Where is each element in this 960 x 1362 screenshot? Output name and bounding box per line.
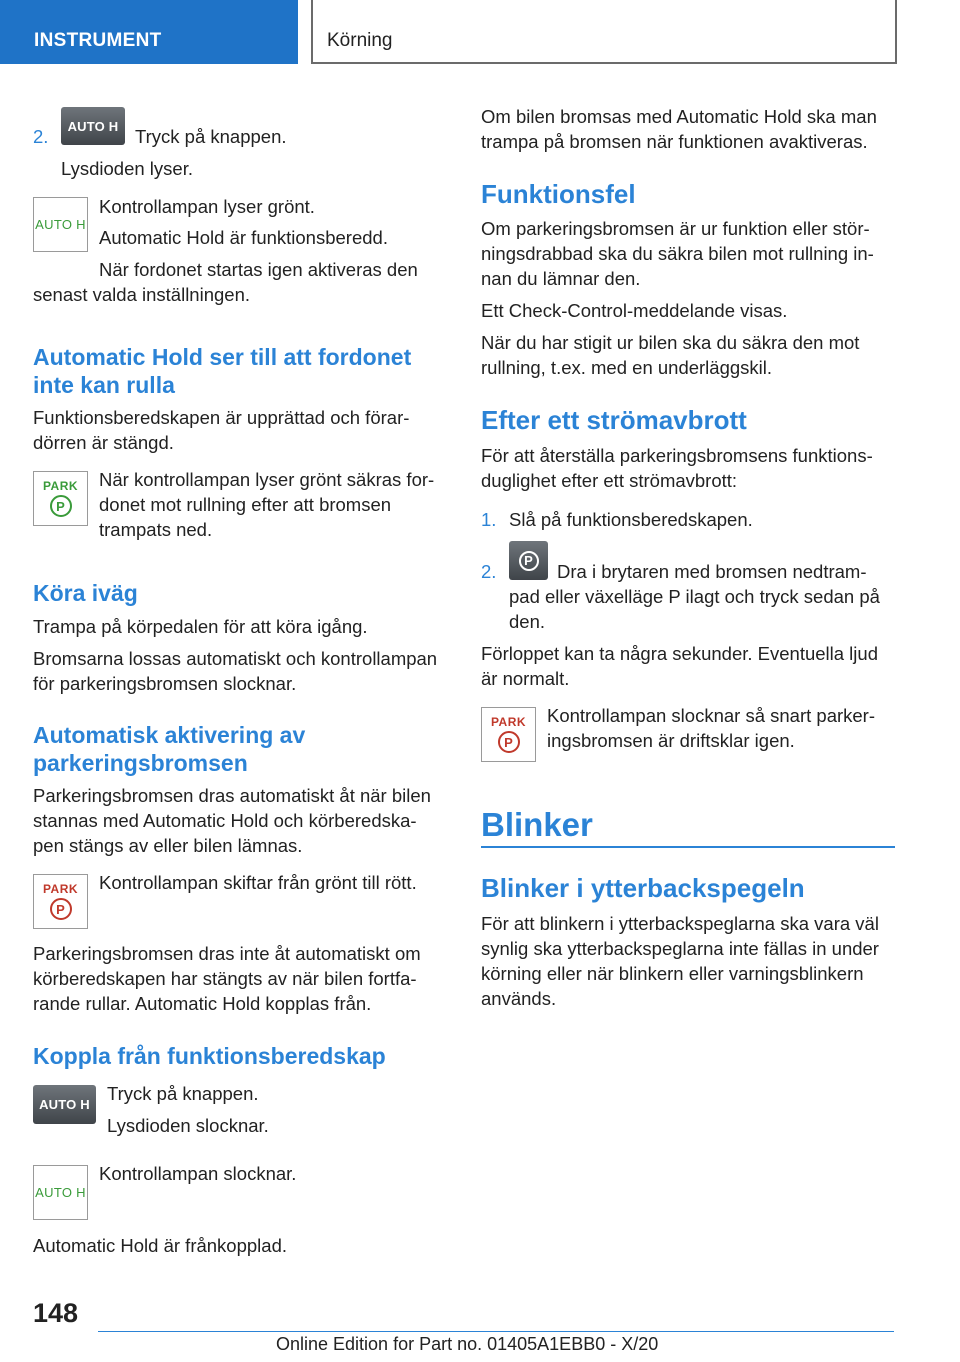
park-indicator-red-icon <box>481 707 536 762</box>
park-indicator-red-icon <box>33 874 88 929</box>
park-green-text-1: När kontrollampan lyser grönt säkras for- <box>99 469 435 490</box>
heading-switch-off: Koppla från funktionsberedskap <box>33 1043 386 1069</box>
step2-text-1: Dra i brytaren med bromsen nedtram- <box>557 561 867 582</box>
mirror-text-1: För att blinkern i ytterbackspeglarna ska vara väl <box>481 913 879 934</box>
led-off-text: Lysdioden slocknar. <box>107 1115 269 1136</box>
fault-text-3: nan du lämnar den. <box>481 268 641 289</box>
after-text-1: Förloppet kan ta några sekunder. Eventuella ljud <box>481 643 878 664</box>
page-number: 148 <box>33 1298 79 1328</box>
heading-rollaway-1: Automatic Hold ser till att fordonet <box>33 344 412 370</box>
park-p-circle <box>498 731 520 753</box>
brake-text-1: Om bilen bromsas med Automatic Hold ska man <box>481 106 877 127</box>
header-chapter-label: Körning <box>327 30 393 51</box>
auto-hold-indicator-text: AUTO H <box>35 217 86 232</box>
drive-text-2: Bromsarna lossas automatiskt och kontrollampan <box>33 648 438 669</box>
park-green-text-3: trampats ned. <box>99 519 213 540</box>
header-section-tab <box>0 0 298 64</box>
auto-hold-icon-text: AUTO H <box>39 1097 90 1112</box>
parking-brake-p-circle <box>519 551 539 571</box>
fault-text-1: Om parkeringsbromsen är ur funktion eller stör- <box>481 218 870 239</box>
park-p-symbol: P <box>56 901 65 917</box>
heading-fault: Funktionsfel <box>481 179 636 209</box>
step1-text: Slå på funktionsberedskapen. <box>509 509 753 530</box>
footer-edition-text: Online Edition for Part no. 01405A1EBB0 - X/20 <box>276 1334 659 1354</box>
step2-text-2: pad eller växelläge P ilagt och tryck sedan på <box>509 586 880 607</box>
auto-text-1: Parkeringsbromsen dras automatiskt åt när bilen <box>33 785 431 806</box>
mirror-text-4: används. <box>481 988 557 1009</box>
fault-text-6: rullning, t.ex. med en underläggskil. <box>481 357 773 378</box>
disabled-text: Automatic Hold är frånkopplad. <box>33 1235 287 1256</box>
fault-text-2: ningsdrabbad ska du säkra bilen mot rullning in- <box>481 243 874 264</box>
auto-hold-indicator-text: AUTO H <box>35 1185 86 1200</box>
auto-hold-icon-text: AUTO H <box>67 118 119 134</box>
heading-power-failure: Efter ett strömavbrott <box>481 405 747 435</box>
park-green-text-2: donet mot rullning efter att bromsen <box>99 494 392 515</box>
auto-hold-indicator-green-icon <box>33 197 88 252</box>
heading-drive: Köra iväg <box>33 580 138 606</box>
heading-mirror-blinker: Blinker i ytterbackspegeln <box>481 873 805 903</box>
step-number: 2. <box>33 126 49 147</box>
park-off-text-2: ingsbromsen är driftsklar igen. <box>547 730 795 751</box>
ready-text: Automatic Hold är funktionsberedd. <box>99 227 388 248</box>
after-text-2: är normalt. <box>481 668 570 689</box>
notauto-text-3: rande rullar. Automatic Hold kopplas från. <box>33 993 372 1014</box>
heading-blinker: Blinker <box>481 806 593 843</box>
park-p-symbol: P <box>504 734 513 750</box>
power-text-2: duglighet efter ett strömavbrott: <box>481 470 738 491</box>
heading-auto-activation-2: parkeringsbromsen <box>33 750 248 776</box>
header-section-label: INSTRUMENT <box>34 30 162 51</box>
parking-brake-switch-icon <box>509 541 548 580</box>
step2-text-3: den. <box>509 611 546 632</box>
footer-divider <box>98 1331 894 1332</box>
fault-text-5: När du har stigit ur bilen ska du säkra den mot <box>481 332 860 353</box>
park-indicator-label: PARK <box>42 479 79 493</box>
park-p-circle <box>50 898 72 920</box>
led-on-text: Lysdioden lyser. <box>61 158 193 179</box>
auto-hold-button-icon <box>61 107 125 145</box>
park-p-symbol: P <box>56 498 65 514</box>
parking-brake-p-symbol: P <box>524 553 533 568</box>
lamp-green-text: Kontrollampan lyser grönt. <box>99 196 315 217</box>
section-divider <box>481 846 895 848</box>
heading-rollaway-2: inte kan rulla <box>33 372 175 398</box>
park-red-text: Kontrollampan skiftar från grönt till rött. <box>99 872 417 893</box>
step-number: 2. <box>481 561 497 582</box>
park-indicator-label: PARK <box>42 882 79 896</box>
power-text-1: För att återställa parkeringsbromsens funktions- <box>481 445 873 466</box>
auto-hold-button-icon <box>33 1085 96 1124</box>
mirror-text-3: körning eller när blinkern eller varningsblinkern <box>481 963 864 984</box>
drive-text-1: Trampa på körpedalen för att köra igång. <box>33 616 368 637</box>
step-text: Tryck på knappen. <box>135 126 287 147</box>
step-number: 1. <box>481 509 497 530</box>
restart-text-2: senast valda inställningen. <box>33 284 251 305</box>
brake-text-2: trampa på bromsen när funktionen avaktiveras. <box>481 131 868 152</box>
park-p-circle <box>50 495 72 517</box>
auto-hold-indicator-green-icon <box>33 1165 88 1220</box>
mirror-text-2: synlig ska ytterbackspeglarna inte fällas in under <box>481 938 879 959</box>
park-indicator-label: PARK <box>490 715 527 729</box>
rollaway-text-2: dörren är stängd. <box>33 432 174 453</box>
park-indicator-green-icon <box>33 471 88 526</box>
heading-auto-activation-1: Automatisk aktivering av <box>33 722 306 748</box>
rollaway-text-1: Funktionsberedskapen är upprättad och förar- <box>33 407 410 428</box>
fault-text-4: Ett Check-Control-meddelande visas. <box>481 300 788 321</box>
lamp-off-text: Kontrollampan slocknar. <box>99 1163 297 1184</box>
header-chapter-box <box>311 0 897 64</box>
auto-text-3: pen stängs av eller bilen lämnas. <box>33 835 303 856</box>
restart-text-1: När fordonet startas igen aktiveras den <box>99 259 418 280</box>
off-press-text: Tryck på knappen. <box>107 1083 259 1104</box>
drive-text-3: för parkeringsbromsen slocknar. <box>33 673 297 694</box>
auto-text-2: stannas med Automatic Hold och körberedska- <box>33 810 417 831</box>
park-off-text-1: Kontrollampan slocknar så snart parker- <box>547 705 876 726</box>
notauto-text-1: Parkeringsbromsen dras inte åt automatiskt om <box>33 943 421 964</box>
notauto-text-2: körberedskapen har stängts av när bilen fortfa- <box>33 968 417 989</box>
